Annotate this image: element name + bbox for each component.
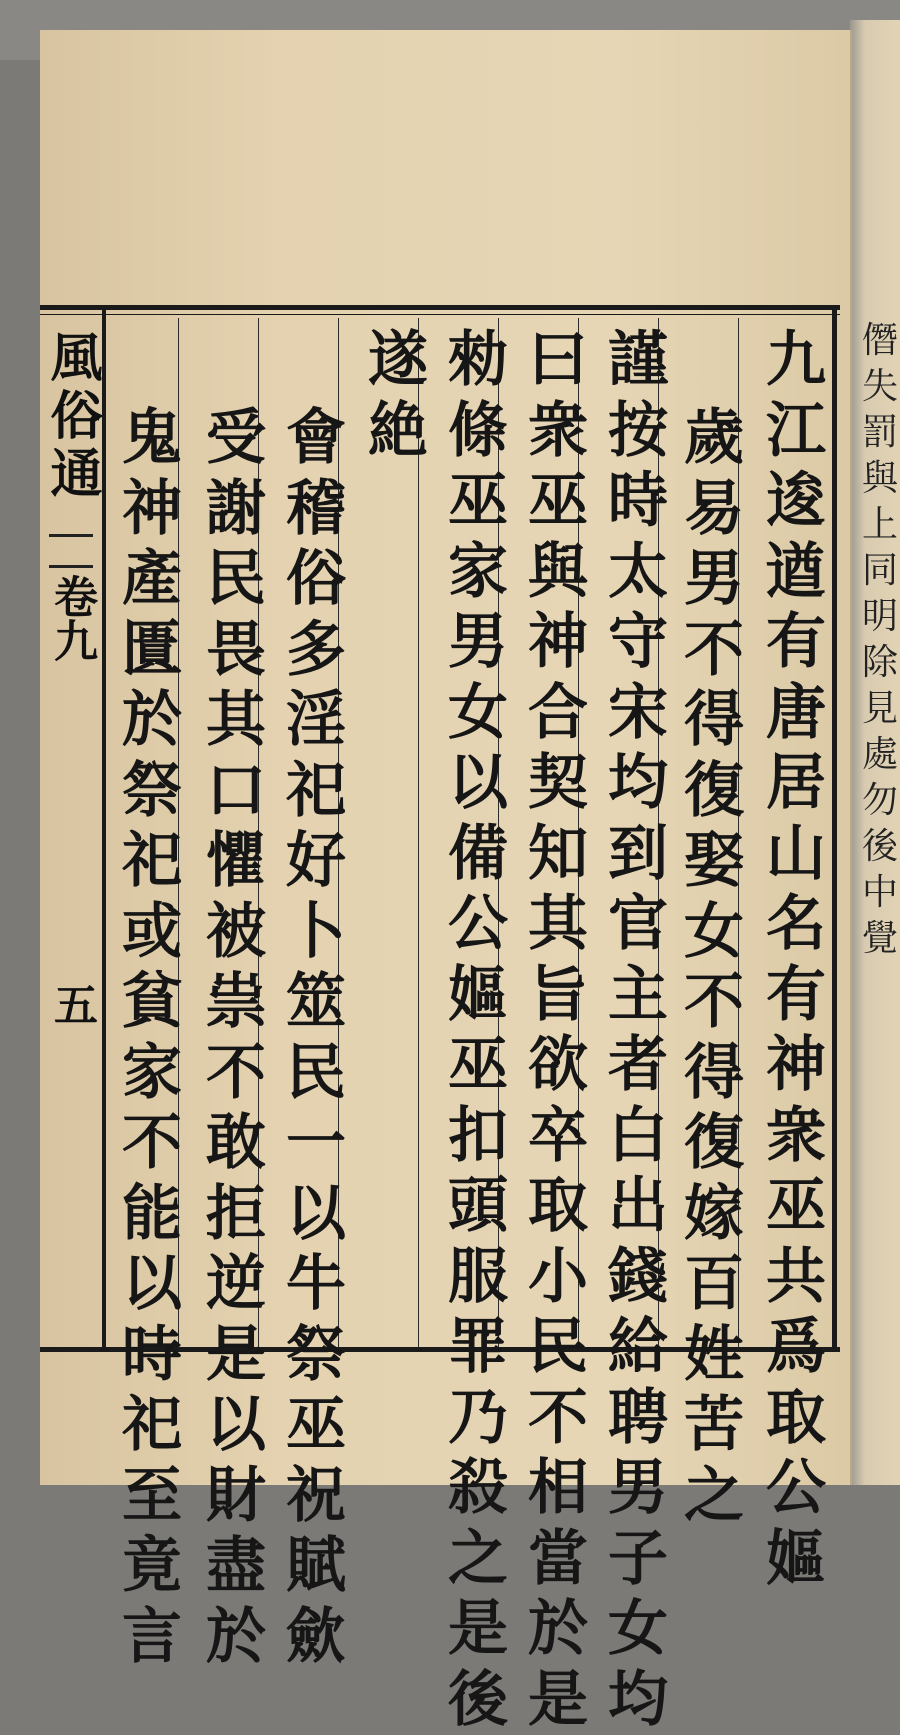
text-column-3	[608, 325, 668, 1735]
character: 巫	[766, 1171, 826, 1242]
character: 一	[286, 1108, 346, 1179]
character: 貧	[122, 967, 182, 1038]
character: 乃	[448, 1383, 508, 1454]
left-border-rule	[102, 305, 106, 1352]
character: 俗	[286, 544, 346, 615]
character: 罪	[448, 1312, 508, 1383]
character: 於	[528, 1594, 588, 1665]
fishtail-mark	[49, 534, 93, 568]
character: 公	[448, 889, 508, 960]
character: 遒	[766, 537, 826, 608]
character: 備	[448, 819, 508, 890]
adjacent-page-text	[860, 318, 900, 1418]
character: 祭	[286, 1320, 346, 1391]
character: 以	[206, 1390, 266, 1461]
character: 好	[286, 826, 346, 897]
character: 錢	[608, 1242, 668, 1313]
character: 九	[766, 325, 826, 396]
character: 女	[608, 1594, 668, 1665]
character: 受	[206, 403, 266, 474]
text-column-7	[286, 403, 346, 1672]
character: 旨	[528, 960, 588, 1031]
text-column-8	[206, 403, 266, 1672]
character: 逆	[206, 1249, 266, 1320]
character: 產	[122, 544, 182, 615]
character: 女	[448, 678, 508, 749]
character: 嫗	[448, 960, 508, 1031]
character: 財	[206, 1461, 266, 1532]
character: 時	[608, 466, 668, 537]
character: 有	[766, 607, 826, 678]
character: 於	[206, 1602, 266, 1673]
character: 巫	[448, 466, 508, 537]
top-border-rule	[40, 305, 840, 310]
text-column-4	[528, 325, 588, 1735]
character: 卜	[286, 897, 346, 968]
character: 畏	[206, 615, 266, 686]
top-border-inner-rule	[40, 314, 840, 315]
character: 懼	[206, 826, 266, 897]
character: 不	[206, 1038, 266, 1109]
right-border-rule	[832, 305, 837, 1352]
character: 服	[448, 1242, 508, 1313]
character: 其	[528, 889, 588, 960]
character: 家	[122, 1038, 182, 1109]
character: 合	[528, 678, 588, 749]
character: 小	[528, 1242, 588, 1313]
character: 謝	[206, 474, 266, 545]
character: 僭	[862, 318, 898, 364]
character: 欲	[528, 1030, 588, 1101]
character: 衆	[766, 1101, 826, 1172]
character: 嫁	[684, 1179, 744, 1250]
character: 歲	[684, 403, 744, 474]
character: 於	[122, 685, 182, 756]
character: 均	[608, 1665, 668, 1735]
character: 鬼	[122, 403, 182, 474]
character: 遂	[368, 325, 428, 396]
character: 巫	[528, 466, 588, 537]
character: 子	[608, 1524, 668, 1595]
character: 不	[684, 615, 744, 686]
character: 多	[286, 615, 346, 686]
character: 山	[766, 819, 826, 890]
character: 絶	[368, 396, 428, 467]
character: 罰	[862, 410, 898, 456]
character: 祀	[286, 756, 346, 827]
text-column-2	[684, 403, 744, 1531]
character: 按	[608, 396, 668, 467]
column-divider	[418, 318, 419, 1348]
character: 居	[766, 748, 826, 819]
character: 與	[528, 537, 588, 608]
character: 爲	[766, 1312, 826, 1383]
character: 女	[684, 897, 744, 968]
character: 卒	[528, 1101, 588, 1172]
character: 得	[684, 1038, 744, 1109]
character: 給	[608, 1312, 668, 1383]
folio-number: 五	[44, 982, 98, 1026]
character: 取	[528, 1171, 588, 1242]
character: 官	[608, 889, 668, 960]
book-title: 風俗通	[41, 330, 101, 504]
character: 得	[684, 685, 744, 756]
character: 是	[448, 1594, 508, 1665]
character: 竟	[122, 1531, 182, 1602]
character: 條	[448, 396, 508, 467]
character: 神	[766, 1030, 826, 1101]
character: 不	[684, 967, 744, 1038]
character: 是	[528, 1665, 588, 1735]
character: 覺	[862, 916, 898, 962]
character: 敢	[206, 1108, 266, 1179]
character: 祀	[122, 826, 182, 897]
character: 言	[122, 1602, 182, 1673]
character: 謹	[608, 325, 668, 396]
character: 當	[528, 1524, 588, 1595]
character: 名	[766, 889, 826, 960]
character: 公	[766, 1453, 826, 1524]
character: 出	[608, 1171, 668, 1242]
character: 除	[862, 640, 898, 686]
character: 殺	[448, 1453, 508, 1524]
character: 以	[286, 1179, 346, 1250]
character: 與	[862, 456, 898, 502]
character: 上	[862, 502, 898, 548]
character: 契	[528, 748, 588, 819]
character: 失	[862, 364, 898, 410]
character: 勿	[862, 778, 898, 824]
character: 賦	[286, 1531, 346, 1602]
character: 或	[122, 897, 182, 968]
character: 逡	[766, 466, 826, 537]
character: 口	[206, 756, 266, 827]
character: 娶	[684, 826, 744, 897]
character: 衆	[528, 396, 588, 467]
character: 姓	[684, 1320, 744, 1391]
character: 盡	[206, 1531, 266, 1602]
character: 民	[528, 1312, 588, 1383]
character: 百	[684, 1249, 744, 1320]
character: 匱	[122, 615, 182, 686]
character: 勑	[448, 325, 508, 396]
character: 祝	[286, 1461, 346, 1532]
character: 以	[122, 1249, 182, 1320]
character: 復	[684, 1108, 744, 1179]
character: 民	[286, 1038, 346, 1109]
character: 淫	[286, 685, 346, 756]
character: 同	[862, 548, 898, 594]
character: 會	[286, 403, 346, 474]
character: 取	[766, 1383, 826, 1454]
margin-strip	[40, 318, 102, 1648]
character: 時	[122, 1320, 182, 1391]
character: 男	[684, 544, 744, 615]
character: 家	[448, 537, 508, 608]
character: 主	[608, 960, 668, 1031]
character: 至	[122, 1461, 182, 1532]
character: 唐	[766, 678, 826, 749]
text-column-6	[368, 325, 428, 466]
character: 以	[448, 748, 508, 819]
character: 聘	[608, 1383, 668, 1454]
character: 易	[684, 474, 744, 545]
character: 牛	[286, 1249, 346, 1320]
character: 有	[766, 960, 826, 1031]
character: 知	[528, 819, 588, 890]
volume-label: 卷九	[44, 574, 98, 662]
character: 江	[766, 396, 826, 467]
character: 男	[448, 607, 508, 678]
character: 處	[862, 732, 898, 778]
character: 復	[684, 756, 744, 827]
character: 白	[608, 1101, 668, 1172]
text-column-1	[766, 325, 826, 1594]
character: 祀	[122, 1390, 182, 1461]
character: 太	[608, 537, 668, 608]
text-column-5	[448, 325, 508, 1735]
character: 巫	[286, 1390, 346, 1461]
character: 明	[862, 594, 898, 640]
character: 男	[608, 1453, 668, 1524]
character: 後	[448, 1665, 508, 1735]
character: 祭	[122, 756, 182, 827]
character: 頭	[448, 1171, 508, 1242]
character: 神	[122, 474, 182, 545]
character: 是	[206, 1320, 266, 1391]
text-column-9	[122, 403, 182, 1672]
character: 嫗	[766, 1524, 826, 1595]
character: 能	[122, 1179, 182, 1250]
character: 筮	[286, 967, 346, 1038]
character: 其	[206, 685, 266, 756]
character: 神	[528, 607, 588, 678]
character: 之	[448, 1524, 508, 1595]
character: 民	[206, 544, 266, 615]
character: 相	[528, 1453, 588, 1524]
character: 見	[862, 686, 898, 732]
character: 祟	[206, 967, 266, 1038]
character: 被	[206, 897, 266, 968]
character: 者	[608, 1030, 668, 1101]
character: 巫	[448, 1030, 508, 1101]
character: 曰	[528, 325, 588, 396]
character: 苦	[684, 1390, 744, 1461]
character: 拒	[206, 1179, 266, 1250]
character: 不	[122, 1108, 182, 1179]
character: 宋	[608, 678, 668, 749]
character: 到	[608, 819, 668, 890]
character: 均	[608, 748, 668, 819]
character: 守	[608, 607, 668, 678]
character: 之	[684, 1461, 744, 1532]
character: 中	[862, 870, 898, 916]
character: 後	[862, 824, 898, 870]
character: 共	[766, 1242, 826, 1313]
character: 不	[528, 1383, 588, 1454]
character: 歛	[286, 1602, 346, 1673]
character: 扣	[448, 1101, 508, 1172]
character: 稽	[286, 474, 346, 545]
